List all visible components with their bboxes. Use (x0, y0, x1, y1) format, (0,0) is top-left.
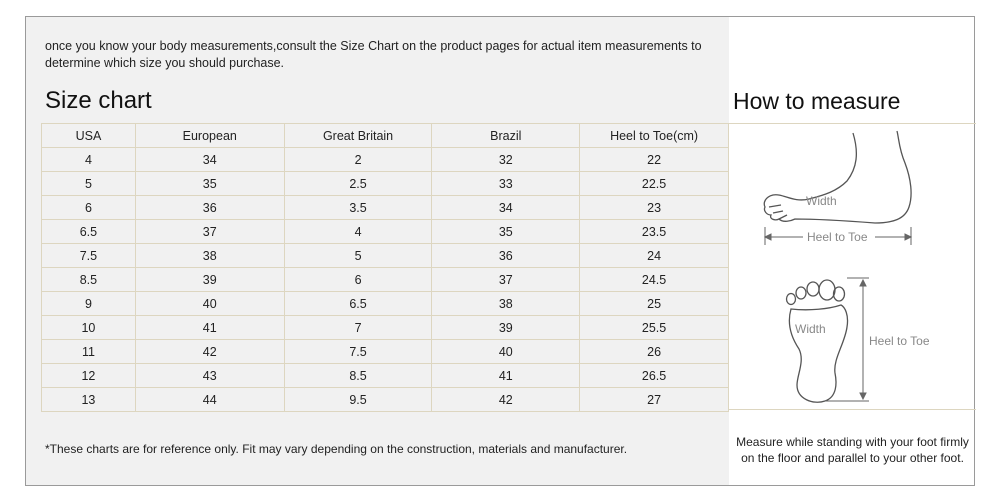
table-cell: 37 (432, 268, 580, 292)
table-row (42, 292, 729, 316)
table-cell: 32 (432, 148, 580, 172)
table-cell: 5 (42, 172, 136, 196)
table-row (42, 388, 729, 412)
foot-side-view-icon (764, 131, 911, 223)
table-cell: 27 (580, 388, 729, 412)
size-chart-title: Size chart (45, 87, 152, 114)
table-cell: 7 (284, 316, 432, 340)
sole-length-label: Heel to Toe (869, 334, 930, 348)
table-cell: 13 (42, 388, 136, 412)
table-row (42, 340, 729, 364)
table-cell: 25.5 (580, 316, 729, 340)
table-cell: 23 (580, 196, 729, 220)
size-table-body (42, 148, 729, 412)
table-cell: 34 (432, 196, 580, 220)
table-cell: 42 (135, 340, 284, 364)
table-cell: 39 (135, 268, 284, 292)
table-cell: 35 (432, 220, 580, 244)
table-cell: 26 (580, 340, 729, 364)
table-cell: 6.5 (284, 292, 432, 316)
table-cell: 10 (42, 316, 136, 340)
table-cell: 38 (135, 244, 284, 268)
table-cell: 4 (284, 220, 432, 244)
table-row (42, 316, 729, 340)
table-cell: 8.5 (284, 364, 432, 388)
table-cell: 3.5 (284, 196, 432, 220)
table-cell: 41 (432, 364, 580, 388)
side-width-label: Width (806, 194, 837, 208)
table-cell: 8.5 (42, 268, 136, 292)
measure-note-line-2: on the floor and parallel to your other foot. (741, 451, 964, 465)
table-cell: 33 (432, 172, 580, 196)
table-cell: 22 (580, 148, 729, 172)
column-header: Great Britain (284, 124, 432, 148)
table-row (42, 148, 729, 172)
table-cell: 36 (135, 196, 284, 220)
column-header: Brazil (432, 124, 580, 148)
table-cell: 24 (580, 244, 729, 268)
table-cell: 6 (284, 268, 432, 292)
table-cell: 6.5 (42, 220, 136, 244)
intro-line-1: once you know your body measurements,consult the Size Chart on the product pages for actual item measurements to (45, 39, 702, 53)
table-row (42, 364, 729, 388)
table-row (42, 196, 729, 220)
table-row (42, 172, 729, 196)
table-cell: 6 (42, 196, 136, 220)
table-cell: 22.5 (580, 172, 729, 196)
table-cell: 40 (432, 340, 580, 364)
table-cell: 9 (42, 292, 136, 316)
table-row (42, 244, 729, 268)
foot-measure-diagram (729, 123, 976, 410)
table-cell: 7.5 (42, 244, 136, 268)
table-cell: 11 (42, 340, 136, 364)
table-cell: 38 (432, 292, 580, 316)
column-header: European (135, 124, 284, 148)
table-cell: 2.5 (284, 172, 432, 196)
table-cell: 41 (135, 316, 284, 340)
table-cell: 4 (42, 148, 136, 172)
sole-width-label: Width (795, 322, 826, 336)
table-cell: 24.5 (580, 268, 729, 292)
column-header: USA (42, 124, 136, 148)
table-cell: 44 (135, 388, 284, 412)
table-cell: 25 (580, 292, 729, 316)
sole-length-arrow (825, 278, 869, 401)
how-to-measure-title: How to measure (733, 88, 901, 114)
table-cell: 12 (42, 364, 136, 388)
table-cell: 7.5 (284, 340, 432, 364)
table-cell: 35 (135, 172, 284, 196)
table-cell: 5 (284, 244, 432, 268)
size-table (41, 123, 729, 412)
table-cell: 42 (432, 388, 580, 412)
table-cell: 26.5 (580, 364, 729, 388)
reference-footnote: *These charts are for reference only. Fit may vary depending on the construction, materials and manufacturer. (45, 442, 628, 456)
table-row (42, 268, 729, 292)
intro-text (45, 38, 725, 72)
table-cell: 34 (135, 148, 284, 172)
table-cell: 39 (432, 316, 580, 340)
table-row (42, 220, 729, 244)
table-cell: 2 (284, 148, 432, 172)
foot-sole-icon (787, 280, 848, 402)
table-cell: 37 (135, 220, 284, 244)
table-header-row (42, 124, 729, 148)
column-header: Heel to Toe(cm) (580, 124, 729, 148)
table-cell: 23.5 (580, 220, 729, 244)
table-cell: 43 (135, 364, 284, 388)
measure-instructions (729, 434, 976, 466)
measure-note-line-1: Measure while standing with your foot firmly (736, 435, 969, 449)
intro-line-2: determine which size you should purchase. (45, 56, 285, 70)
table-cell: 36 (432, 244, 580, 268)
table-cell: 40 (135, 292, 284, 316)
table-cell: 9.5 (284, 388, 432, 412)
side-length-label: Heel to Toe (807, 230, 868, 244)
